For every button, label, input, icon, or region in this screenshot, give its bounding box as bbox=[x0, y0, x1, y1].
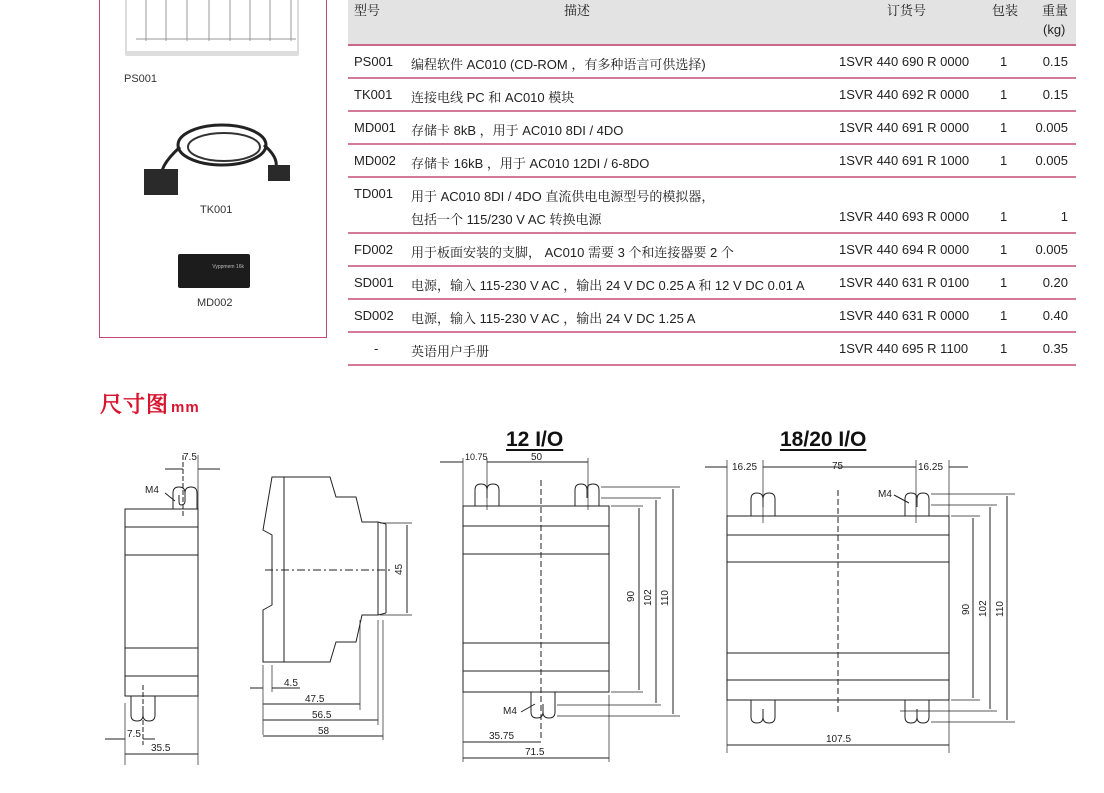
cell-weight: 0.40 bbox=[1042, 308, 1068, 323]
drawing-title-12io: 12 I/O bbox=[506, 428, 564, 451]
dim-label: 75 bbox=[832, 461, 844, 472]
cell-code: TK001 bbox=[354, 87, 393, 102]
table-row bbox=[348, 145, 1076, 178]
header-package: 包装 bbox=[992, 3, 1019, 18]
cell-description-line2: 包括一个 115/230 V AC 转换电源 bbox=[411, 212, 602, 227]
cell-order-number: 1SVR 440 692 R 0000 bbox=[839, 87, 970, 102]
cell-package: 1 bbox=[1000, 87, 1008, 102]
card-label: Vyppmem 16k bbox=[212, 264, 244, 270]
product-caption: MD002 bbox=[197, 297, 233, 309]
dim-label: 10.75 bbox=[465, 452, 488, 462]
cell-code: PS001 bbox=[354, 54, 394, 69]
table-row bbox=[348, 300, 1076, 333]
dim-label: 47.5 bbox=[305, 694, 325, 705]
dim-label: 45 bbox=[394, 563, 405, 575]
cell-description: 连接电线 PC 和 AC010 模块 bbox=[411, 90, 575, 105]
cell-order-number: 1SVR 440 693 R 0000 bbox=[839, 209, 970, 224]
dim-label: 4.5 bbox=[284, 678, 298, 689]
cell-code: SD001 bbox=[354, 275, 394, 290]
cell-package: 1 bbox=[1000, 275, 1008, 290]
product-images-panel bbox=[99, 0, 327, 338]
table-row bbox=[348, 333, 1076, 366]
dim-label: 7.5 bbox=[183, 452, 197, 463]
cell-order-number: 1SVR 440 691 R 0000 bbox=[839, 120, 970, 135]
dim-label: 110 bbox=[995, 601, 1006, 617]
product-caption: PS001 bbox=[124, 73, 158, 85]
drawing-title-18-20io: 18/20 I/O bbox=[780, 428, 867, 451]
cell-weight: 0.35 bbox=[1042, 341, 1068, 356]
cell-code: - bbox=[374, 341, 379, 356]
front-view-drawing bbox=[95, 445, 235, 770]
header-weight: 重量 bbox=[1042, 3, 1069, 18]
table-row bbox=[348, 267, 1076, 300]
dimensions-unit: mm bbox=[171, 399, 200, 416]
dim-label: 35.75 bbox=[489, 731, 515, 742]
cell-package: 1 bbox=[1000, 209, 1008, 224]
cell-package: 1 bbox=[1000, 308, 1008, 323]
cell-package: 1 bbox=[1000, 242, 1008, 257]
cell-package: 1 bbox=[1000, 153, 1008, 168]
dim-label: M4 bbox=[145, 485, 159, 496]
dim-label: 50 bbox=[531, 452, 543, 463]
cell-weight: 1 bbox=[1060, 209, 1068, 224]
cell-weight: 0.20 bbox=[1042, 275, 1068, 290]
cell-weight: 0.005 bbox=[1035, 120, 1068, 135]
table-row bbox=[348, 79, 1076, 112]
table-row bbox=[348, 46, 1076, 79]
dim-label: 7.5 bbox=[127, 729, 141, 740]
cell-code: SD002 bbox=[354, 308, 394, 323]
memory-card-image bbox=[178, 254, 250, 288]
header-weight-unit: (kg) bbox=[1043, 22, 1066, 37]
cell-weight: 0.15 bbox=[1042, 87, 1068, 102]
cable-image bbox=[138, 117, 298, 207]
cell-order-number: 1SVR 440 694 R 0000 bbox=[839, 242, 970, 257]
cell-order-number: 1SVR 440 631 R 0000 bbox=[839, 308, 970, 323]
cell-code: FD002 bbox=[354, 242, 394, 257]
cell-code: MD002 bbox=[354, 153, 396, 168]
dim-label: 90 bbox=[626, 590, 637, 602]
12io-drawing bbox=[435, 450, 685, 765]
side-view-drawing bbox=[250, 460, 430, 750]
header-order-number: 订货号 bbox=[887, 3, 927, 18]
cell-code: MD001 bbox=[354, 120, 396, 135]
cell-description: 编程软件 AC010 (CD-ROM ，有多种语言可供选择) bbox=[411, 57, 706, 72]
table-row bbox=[348, 178, 1076, 234]
cell-package: 1 bbox=[1000, 54, 1008, 69]
cell-description: 英语用户手册 bbox=[411, 344, 490, 359]
dimensions-title-text: 尺寸图 bbox=[100, 392, 170, 417]
cell-description: 存储卡 8kB ，用于 AC010 8DI / 4DO bbox=[411, 123, 624, 138]
cell-weight: 0.005 bbox=[1035, 242, 1068, 257]
cell-description: 电源，输入 115-230 V AC ，输出 24 V DC 0.25 A 和 12 V DC 0.01 A bbox=[411, 278, 805, 293]
cell-order-number: 1SVR 440 691 R 1000 bbox=[839, 153, 970, 168]
cell-order-number: 1SVR 440 695 R 1100 bbox=[839, 341, 969, 356]
dim-label: 56.5 bbox=[312, 710, 332, 721]
cell-order-number: 1SVR 440 631 R 0100 bbox=[839, 275, 970, 290]
dim-label: 102 bbox=[643, 589, 654, 606]
header-code: 型号 bbox=[354, 3, 381, 18]
cell-description: 用于 AC010 8DI / 4DO 直流供电电源型号的模拟器， bbox=[411, 189, 715, 204]
cell-package: 1 bbox=[1000, 341, 1008, 356]
dim-label: 107.5 bbox=[826, 734, 852, 745]
dim-label: M4 bbox=[878, 489, 892, 500]
dimensions-section-title bbox=[100, 388, 200, 419]
dim-label: 110 bbox=[660, 590, 671, 606]
accessories-table bbox=[348, 0, 1076, 366]
product-caption: TK001 bbox=[200, 204, 233, 216]
cell-description: 用于板面安装的支脚， AC010 需要 3 个和连接器要 2 个 bbox=[411, 245, 734, 260]
cell-order-number: 1SVR 440 690 R 0000 bbox=[839, 54, 970, 69]
cell-description: 电源，输入 115-230 V AC ，输出 24 V DC 1.25 A bbox=[411, 311, 696, 326]
table-row bbox=[348, 112, 1076, 145]
dim-label: 35.5 bbox=[151, 743, 171, 754]
dim-label: 58 bbox=[318, 726, 330, 737]
cell-weight: 0.005 bbox=[1035, 153, 1068, 168]
dim-label: M4 bbox=[503, 706, 517, 717]
cell-weight: 0.15 bbox=[1042, 54, 1068, 69]
dim-label: 102 bbox=[978, 600, 989, 617]
18-20io-drawing bbox=[700, 455, 1030, 755]
table-row bbox=[348, 234, 1076, 267]
cell-package: 1 bbox=[1000, 120, 1008, 135]
dim-label: 90 bbox=[961, 603, 972, 615]
dim-label: 71.5 bbox=[525, 747, 545, 758]
cell-code: TD001 bbox=[354, 186, 394, 201]
header-description: 描述 bbox=[564, 3, 591, 18]
table-header bbox=[348, 0, 1076, 46]
dim-label: 16.25 bbox=[918, 462, 944, 473]
software-screenshot-image bbox=[124, 0, 302, 59]
cell-description: 存储卡 16kB ，用于 AC010 12DI / 6-8DO bbox=[411, 156, 650, 171]
dim-label: 16.25 bbox=[732, 462, 758, 473]
